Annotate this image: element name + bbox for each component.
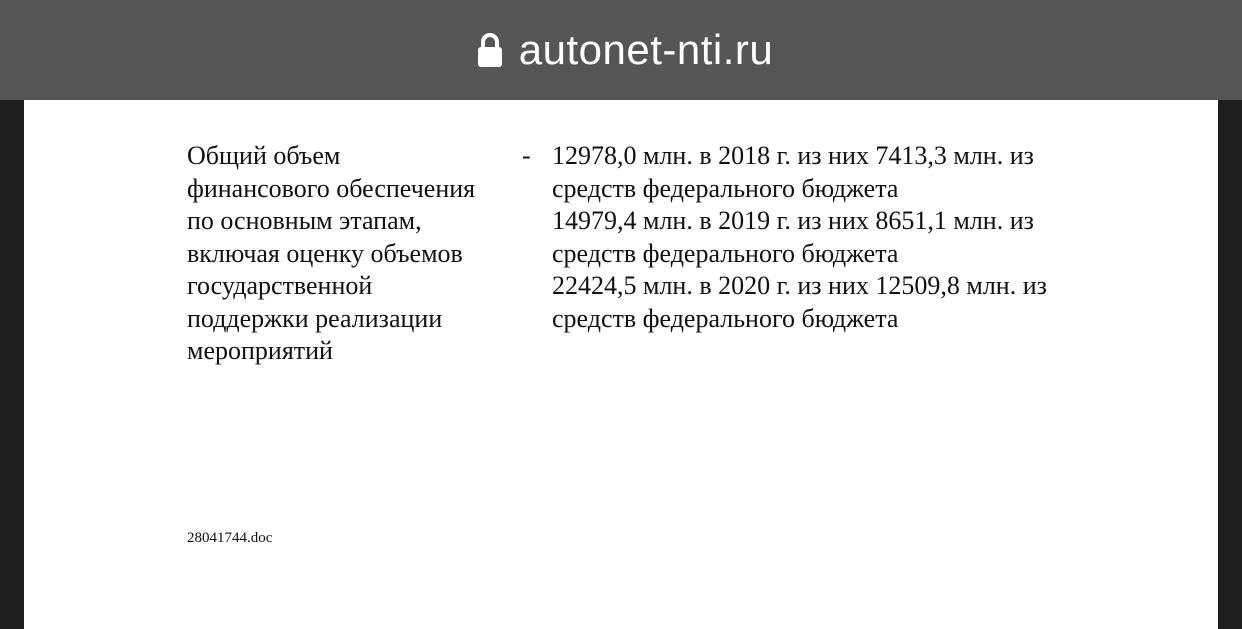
label-line: государственной <box>187 271 373 300</box>
address-bar[interactable] <box>0 0 1242 100</box>
value-line: 14979,4 млн. в 2019 г. из них 8651,1 млн. из <box>552 206 1034 235</box>
value-line: средств федерального бюджета <box>552 173 899 203</box>
value-line: 12978,0 млн. в 2018 г. из них 7413,3 млн. из <box>552 141 1034 170</box>
value-line: 22424,5 млн. в 2020 г. из них 12509,8 млн. из <box>552 271 1047 300</box>
field-value <box>552 140 1152 335</box>
label-line: поддержки реализации <box>187 303 443 333</box>
address-bar-content <box>477 26 774 73</box>
label-line: финансового обеспечения <box>187 173 476 203</box>
value-line: средств федерального бюджета <box>552 303 899 333</box>
label-line: по основным этапам, <box>187 206 422 235</box>
value-line: средств федерального бюджета <box>552 238 899 268</box>
lock-icon <box>477 32 503 68</box>
label-line: Общий объем <box>187 141 341 170</box>
label-line: включая оценку объемов <box>187 238 463 268</box>
separator-dash: - <box>522 141 531 170</box>
label-line: мероприятий <box>187 336 333 365</box>
field-label <box>187 140 517 368</box>
url-text[interactable]: autonet-nti.ru <box>518 26 774 73</box>
document-filename: 28041744.doc <box>187 530 273 546</box>
